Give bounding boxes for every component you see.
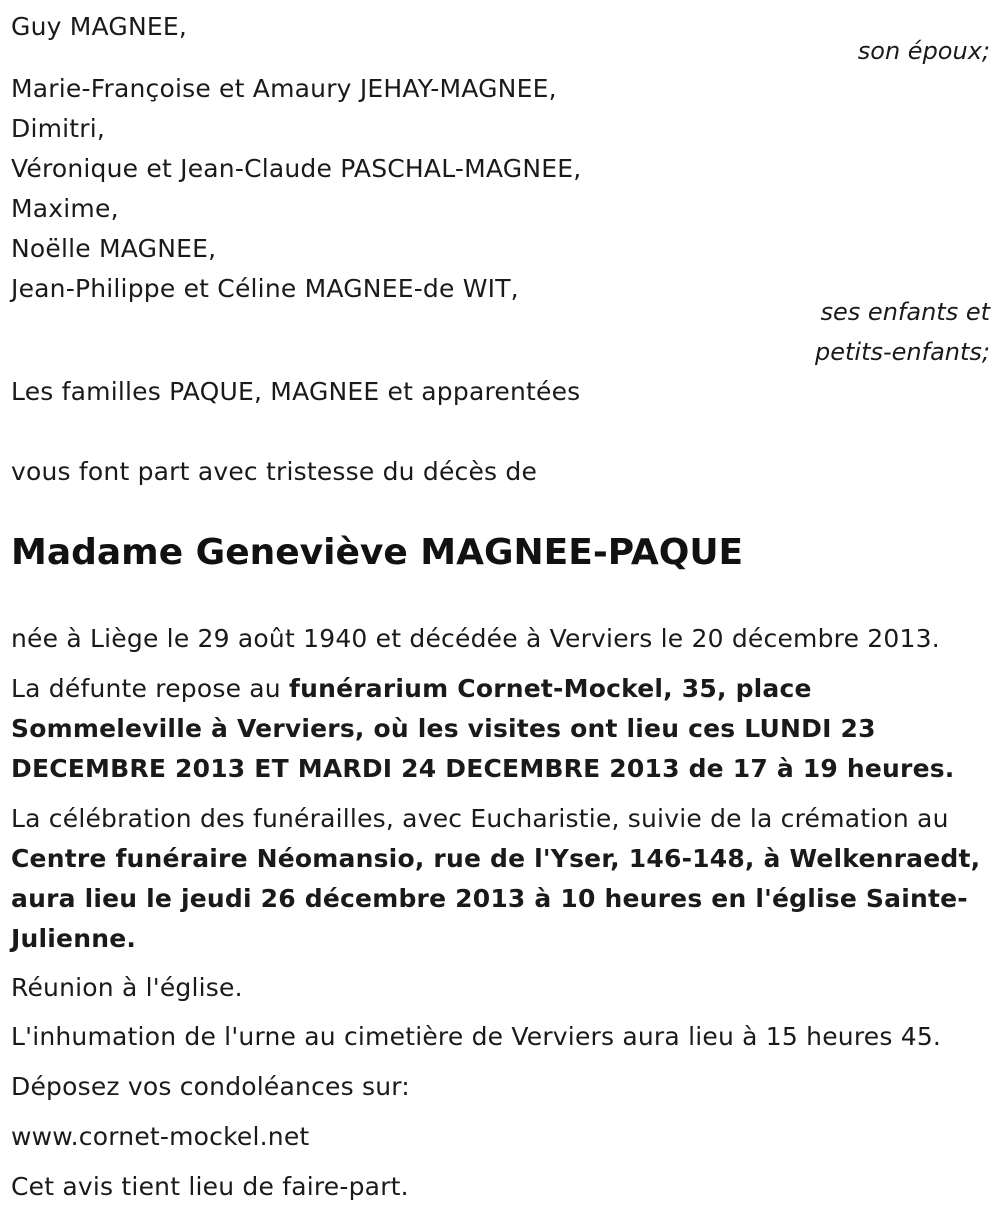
ceremony-line-3: aura lieu le jeudi 26 décembre 2013 à 10 heures en l'église Sainte- bbox=[11, 884, 968, 913]
closing-text: Cet avis tient lieu de faire-part. bbox=[11, 1172, 409, 1201]
child-line: Maxime, bbox=[11, 194, 119, 223]
announcement-text: vous font part avec tristesse du décès de bbox=[11, 457, 538, 486]
extended-families: Les familles PAQUE, MAGNEE et apparentées bbox=[11, 377, 581, 406]
child-line: Jean-Philippe et Céline MAGNEE-de WIT, bbox=[11, 274, 519, 303]
visitation-line-3: DECEMBRE 2013 ET MARDI 24 DECEMBRE 2013 de 17 à 19 heures. bbox=[11, 754, 955, 783]
meeting-info: Réunion à l'église. bbox=[11, 973, 243, 1002]
children-role-line-1: ses enfants et bbox=[820, 298, 990, 326]
deceased-name: Madame Geneviève MAGNEE-PAQUE bbox=[11, 532, 744, 573]
ceremony-line-4: Julienne. bbox=[11, 924, 137, 953]
spouse-role: son époux; bbox=[857, 37, 990, 65]
condolences-label: Déposez vos condoléances sur: bbox=[11, 1072, 410, 1101]
visitation-line-1 bbox=[11, 674, 812, 704]
children-role-line-2: petits-enfants; bbox=[815, 338, 990, 366]
ceremony-line-1: La célébration des funérailles, avec Eucharistie, suivie de la crémation au bbox=[11, 804, 949, 833]
child-line: Véronique et Jean-Claude PASCHAL-MAGNEE, bbox=[11, 154, 582, 183]
child-line: Noëlle MAGNEE, bbox=[11, 234, 217, 263]
child-line: Marie-Françoise et Amaury JEHAY-MAGNEE, bbox=[11, 74, 557, 103]
visitation-intro: La défunte repose au bbox=[11, 674, 290, 703]
child-line: Dimitri, bbox=[11, 114, 106, 143]
spouse-name: Guy MAGNEE, bbox=[11, 12, 188, 41]
birth-death-dates: née à Liège le 29 août 1940 et décédée à Verviers le 20 décembre 2013. bbox=[11, 624, 940, 653]
visitation-line-2: Sommeleville à Verviers, où les visites ont lieu ces LUNDI 23 bbox=[11, 714, 876, 743]
burial-info: L'inhumation de l'urne au cimetière de Verviers aura lieu à 15 heures 45. bbox=[11, 1022, 942, 1051]
ceremony-line-2: Centre funéraire Néomansio, rue de l'Yser, 146-148, à Welkenraedt, bbox=[11, 844, 981, 873]
website-link[interactable]: www.cornet-mockel.net bbox=[11, 1122, 310, 1151]
visitation-place: funérarium Cornet-Mockel, 35, place bbox=[289, 674, 812, 703]
